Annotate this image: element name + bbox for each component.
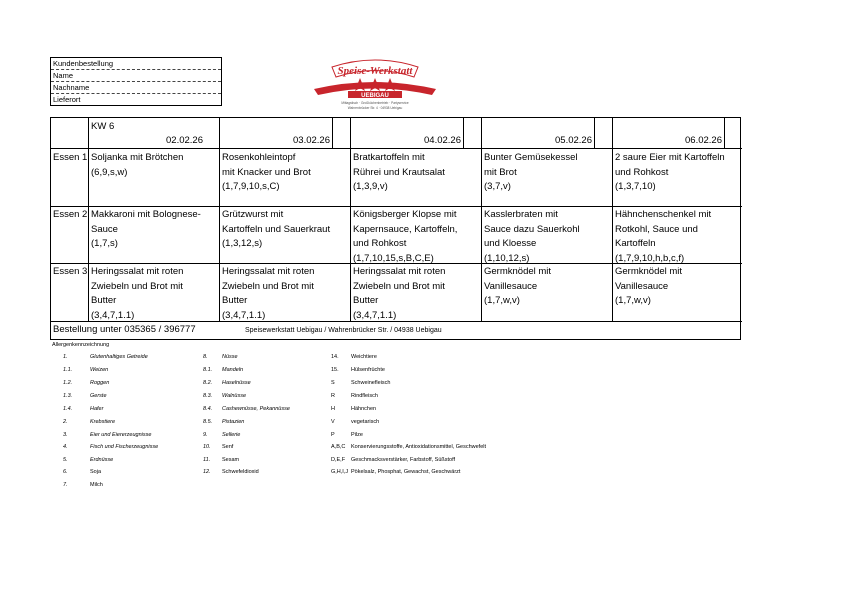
menu-cell: Königsberger Klopse mit Kapernsauce, Kartoffeln, und Rohkost (1,7,10,15,s,B,C,E) — [353, 209, 458, 264]
allergen-code: 1.1. — [63, 367, 73, 373]
allergen-code: 8.2. — [203, 380, 213, 386]
allergen-name: Geschmacksverstärker, Farbstoff, Süßstoff — [351, 457, 456, 463]
table-rule — [88, 118, 89, 321]
allergen-name: Pökelsalz, Phosphat, Gewachst, Geschwärzt — [351, 469, 461, 475]
allergen-code: H — [331, 406, 335, 412]
allergen-name: Sesam — [222, 457, 240, 463]
date-mon: 02.02.26 — [166, 135, 203, 146]
allergen-code: 6. — [63, 469, 68, 475]
allergen-name: Fisch und Fischerzeugnisse — [90, 444, 159, 450]
allergen-name: Nüsse — [222, 354, 238, 360]
allergen-code: 8.3. — [203, 393, 213, 399]
table-rule — [51, 206, 742, 207]
menu-cell: Germknödel mit Vanillesauce (1,7,w,v) — [615, 266, 683, 306]
allergen-code: 8.1. — [203, 367, 213, 373]
allergen-code: S — [331, 380, 335, 386]
menu-cell: Makkaroni mit Bolognese- Sauce (1,7,s) — [91, 209, 201, 249]
allergen-code: P — [331, 432, 335, 438]
menu-cell: Grützwurst mit Kartoffeln und Sauerkraut (1,3,12,s) — [222, 209, 331, 249]
allergen-name: Schwefeldioxid — [222, 469, 259, 475]
allergen-code: 1.2. — [63, 380, 73, 386]
date-thu: 05.02.26 — [555, 135, 592, 146]
date-tue: 03.02.26 — [293, 135, 330, 146]
allergen-name: Erdnüsse — [90, 457, 114, 463]
allergen-name: Krebstiere — [90, 419, 116, 425]
allergen-name: Hähnchen — [351, 406, 377, 412]
menu-cell: Heringssalat mit roten Zwiebeln und Brot mit Butter (3,4,7,1.1) — [353, 266, 446, 321]
allergen-name: Pistazien — [222, 419, 245, 425]
allergen-code: 14. — [331, 354, 339, 360]
allergen-code: 8. — [203, 354, 208, 360]
table-rule — [612, 118, 613, 321]
table-rule — [219, 118, 220, 321]
allergen-name: Rindfleisch — [351, 393, 378, 399]
allergen-name: Weichtiere — [351, 354, 377, 360]
customer-location-field[interactable]: Lieferort — [53, 95, 81, 104]
allergen-code: 15. — [331, 367, 339, 373]
table-rule — [724, 118, 725, 148]
allergen-name: Hülsenfrüchte — [351, 367, 385, 373]
allergen-code: 9. — [203, 432, 208, 438]
allergen-code: 5. — [63, 457, 68, 463]
week-label: KW 6 — [91, 121, 115, 132]
allergen-name: Cashewnüsse, Pekannüsse — [222, 406, 290, 412]
menu-cell: Bratkartoffeln mit Rührei und Krautsalat (1,3,9,v) — [353, 152, 445, 192]
menu-cell: Bunter Gemüsekessel mit Brot (3,7,v) — [484, 152, 578, 192]
logo-title: Speise-Werkstatt — [337, 65, 413, 77]
allergen-code: 7. — [63, 482, 68, 488]
date-fri: 06.02.26 — [685, 135, 722, 146]
menu-cell: Kasslerbraten mit Sauce dazu Sauerkohl und Kloesse (1,10,12,s) — [484, 209, 580, 264]
allergen-code: 1.3. — [63, 393, 73, 399]
menu-table — [50, 117, 741, 340]
meal-label-1: Essen 1 — [53, 152, 88, 163]
allergen-name: Schweinefleisch — [351, 380, 391, 386]
table-rule — [481, 118, 482, 321]
allergen-name: Eier und Eiererzeugnisse — [90, 432, 152, 438]
menu-cell: Germknödel mit Vanillesauce (1,7,w,v) — [484, 266, 552, 306]
allergen-name: Roggen — [90, 380, 110, 386]
menu-cell: Soljanka mit Brötchen (6,9,s,w) — [91, 152, 184, 178]
allergen-code: 8.4. — [203, 406, 213, 412]
allergen-name: Glutenhaltiges Getreide — [90, 354, 148, 360]
logo-graphic — [310, 55, 440, 115]
customer-lastname-field[interactable]: Nachname — [51, 82, 221, 94]
allergen-name: Gerste — [90, 393, 107, 399]
menu-cell: Hähnchenschenkel mit Rotkohl, Sauce und Kartoffeln (1,7,9,10,h,b,c,f) — [615, 209, 712, 264]
menu-cell: Rosenkohleintopf mit Knacker und Brot (1,7,9,10,s,C) — [222, 152, 311, 192]
meal-label-3: Essen 3 — [53, 266, 88, 277]
allergen-code: 4. — [63, 444, 68, 450]
allergen-code: 8.5. — [203, 419, 213, 425]
menu-cell: Heringssalat mit roten Zwiebeln und Brot mit Butter (3,4,7,1.1) — [91, 266, 184, 321]
table-rule — [594, 118, 595, 148]
star-icons — [353, 78, 397, 91]
allergen-code: 3. — [63, 432, 68, 438]
allergen-code: 1.4. — [63, 406, 73, 412]
allergen-name: Mandeln — [222, 367, 244, 373]
table-rule — [332, 118, 333, 148]
allergen-code: 10. — [203, 444, 211, 450]
table-rule — [350, 118, 351, 321]
allergen-name: Sellerie — [222, 432, 241, 438]
allergen-code: R — [331, 393, 335, 399]
allergen-code: V — [331, 419, 335, 425]
logo-tagline-2: Wahrenbrücker Str. 4 · 04938 Uebigau — [347, 106, 403, 110]
customer-box — [50, 57, 222, 106]
allergen-code: D,E,F — [331, 457, 346, 463]
allergen-code: 2. — [63, 419, 68, 425]
customer-name-field[interactable]: Name — [51, 70, 221, 82]
allergen-name: Milch — [90, 482, 103, 488]
allergen-name: Walnüsse — [222, 393, 247, 399]
allergen-name: Konservierungsstoffe, Antioxidationsmittel, Geschwefelt — [351, 444, 487, 450]
allergen-code: 11. — [203, 457, 211, 463]
table-rule — [51, 148, 742, 149]
allergen-code: 1. — [63, 354, 68, 360]
allergen-name: Hafer — [90, 406, 104, 412]
allergen-name: Haselnüsse — [222, 380, 251, 386]
allergen-name: Pilze — [351, 432, 363, 438]
logo-subtitle: UEBIGAU — [361, 93, 389, 99]
allergen-name: Soja — [90, 469, 102, 475]
allergen-name: Weizen — [90, 367, 109, 373]
footer-address: Speisewerkstatt Uebigau / Wahrenbrücker Str. / 04938 Uebigau — [245, 327, 442, 334]
allergen-name: vegetarisch — [351, 419, 380, 425]
allergen-name: Senf — [222, 444, 234, 450]
customer-order-label: Kundenbestellung — [51, 58, 221, 70]
allergen-code: 12. — [203, 469, 211, 475]
date-wed: 04.02.26 — [424, 135, 461, 146]
logo-tagline-1: Mittagstisch · Großküchenbetrieb · Partyservice — [341, 101, 409, 105]
allergen-code: A,B,C — [331, 444, 346, 450]
meal-label-2: Essen 2 — [53, 209, 88, 220]
menu-cell: 2 saure Eier mit Kartoffeln und Rohkost (1,3,7,10) — [615, 152, 725, 192]
speise-werkstatt-logo — [310, 55, 440, 115]
allergen-code: G,H,I,J — [331, 469, 349, 475]
table-rule — [463, 118, 464, 148]
order-phone: Bestellung unter 035365 / 396777 — [53, 324, 196, 335]
allergen-title: Allergenkennzeichnung — [52, 342, 110, 348]
menu-cell: Heringssalat mit roten Zwiebeln und Brot mit Butter (3,4,7,1.1) — [222, 266, 315, 321]
